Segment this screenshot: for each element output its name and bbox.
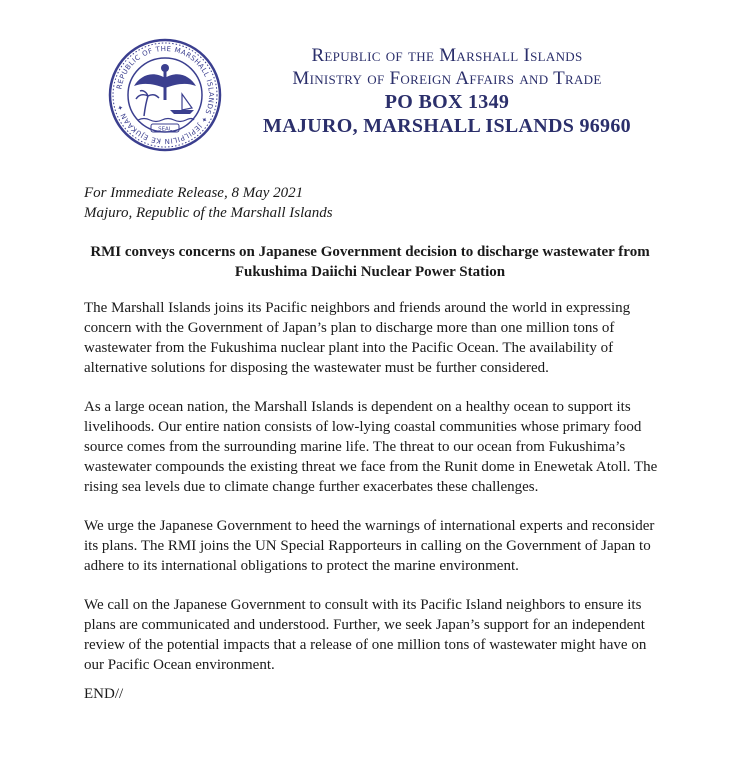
end-marker: END// xyxy=(84,686,124,702)
letterhead-address: MAJURO, MARSHALL ISLANDS 96960 xyxy=(263,115,631,137)
press-release-body xyxy=(84,298,662,694)
paragraph-3: We urge the Japanese Government to heed the warnings of international experts and reconsider its plans. The RMI joins the UN Special Rapporteurs in calling on the Government of Japan to adhere to its international obligations to protect the marine environment. xyxy=(84,518,655,574)
letterhead-republic: Republic of the Marshall Islands xyxy=(311,45,583,66)
svg-text:SEAL: SEAL xyxy=(158,126,172,133)
release-location: Majuro, Republic of the Marshall Islands xyxy=(84,205,333,221)
letterhead xyxy=(262,44,632,138)
paragraph-2: As a large ocean nation, the Marshall Islands is dependent on a healthy ocean to support its livelihoods. Our entire nation consists of low-lying coastal communities whose primary food source comes from the surrounding marine life. The threat to our ocean from Fukushima’s wastewater compounds the existing threat we face from the Runit dome in Enewetak Atoll. The rising sea levels due to climate change further exacerbates these challenges. xyxy=(84,399,658,495)
press-release-headline: RMI conveys concerns on Japanese Government decision to discharge wastewater from Fukushima Daiichi Nuclear Power Station xyxy=(90,244,650,280)
svg-text:REPUBLIC OF THE MARSHALL ISLAN: REPUBLIC OF THE MARSHALL ISLANDS ✦ JEPILPILIN KE EJUKAAN ✦ xyxy=(115,44,216,146)
release-date: For Immediate Release, 8 May 2021 xyxy=(84,185,304,201)
letterhead-ministry: Ministry of Foreign Affairs and Trade xyxy=(292,68,602,89)
government-seal-icon xyxy=(108,38,222,152)
paragraph-1: The Marshall Islands joins its Pacific neighbors and friends around the world in expressing concern with the Government of Japan’s plan to discharge more than one million tons of wastewater from the Fukushima nuclear plant into the Pacific Ocean. The availability of alternative solutions for disposing the wastewater must be further considered. xyxy=(84,300,631,376)
letterhead-po-box: PO BOX 1349 xyxy=(384,91,510,113)
paragraph-4: We call on the Japanese Government to consult with its Pacific Island neighbors to ensure its plans are communicated and understood. Further, we seek Japan’s support for an independent review of the potential impacts that a release of one million tons of wastewater might have on our Pacific Ocean environment. xyxy=(84,597,647,673)
release-info xyxy=(84,183,333,223)
